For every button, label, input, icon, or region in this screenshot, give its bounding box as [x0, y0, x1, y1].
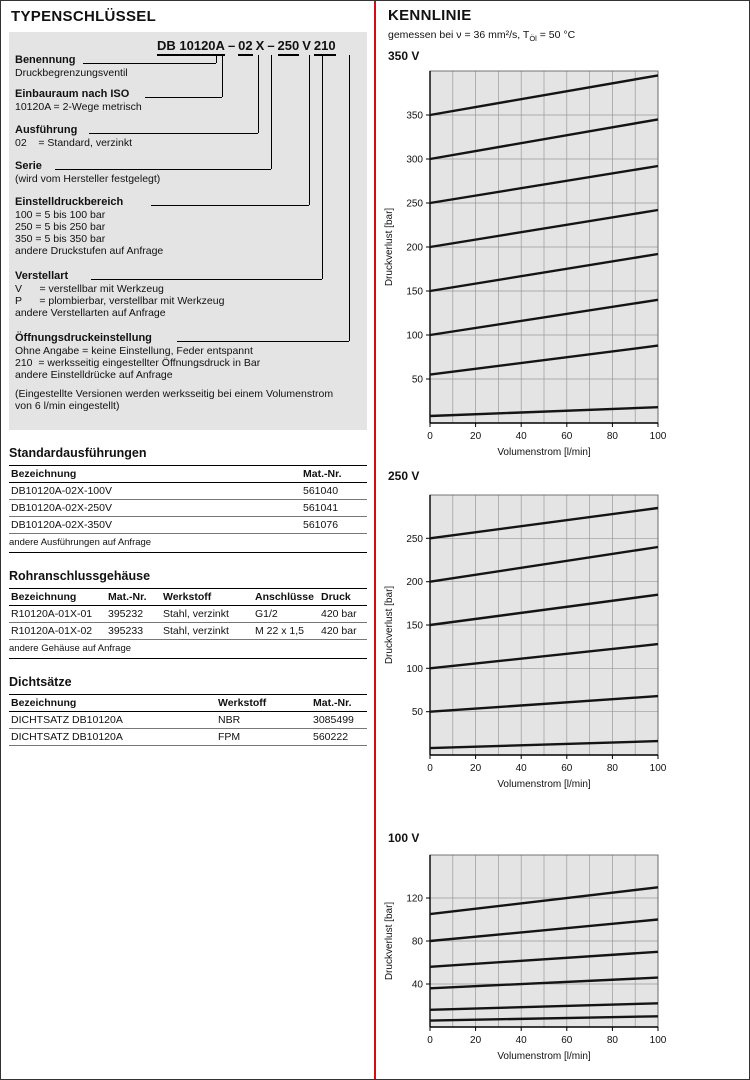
group-line: Ohne Angabe = keine Einstellung, Feder entspannt — [15, 345, 253, 357]
column-header: Mat.-Nr. — [106, 589, 161, 606]
x-tick-label: 80 — [606, 763, 618, 774]
table-cell: 561076 — [301, 517, 367, 534]
table-footnote: andere Ausführungen auf Anfrage — [9, 534, 367, 553]
table-cell: 395233 — [106, 623, 161, 640]
type-code-segment: – — [227, 38, 236, 53]
x-tick-label: 0 — [427, 763, 433, 774]
data-table — [9, 588, 367, 640]
right-column — [374, 1, 750, 1079]
type-code-segment: 210 — [314, 38, 336, 56]
section-heading: Rohranschlussgehäuse — [9, 569, 151, 583]
rohr-table — [9, 588, 367, 640]
table-cell: Stahl, verzinkt — [161, 606, 253, 623]
section-standardausfuehrungen — [9, 446, 367, 553]
table-cell: G1/2 — [253, 606, 319, 623]
y-tick-label: 150 — [406, 286, 423, 298]
type-code-group-einbauraum — [15, 88, 361, 113]
section-heading: Standardausführungen — [9, 446, 147, 460]
y-axis-label: Druckverlust [bar] — [384, 207, 395, 287]
group-title: Öffnungsdruckeinstellung — [15, 332, 152, 344]
table-row — [9, 500, 367, 517]
dicht-table — [9, 694, 367, 746]
data-table — [9, 465, 367, 534]
group-line: 02 = Standard, verzinkt — [15, 137, 133, 149]
type-code-group-benennung — [15, 54, 361, 79]
table-cell: R10120A-01X-02 — [9, 623, 106, 640]
type-code-group-serie — [15, 160, 361, 185]
y-tick-label: 50 — [411, 707, 423, 719]
chart-title-250v: 250 V — [388, 469, 420, 483]
group-line: 100 = 5 bis 100 bar — [15, 209, 106, 221]
table-cell: 395232 — [106, 606, 161, 623]
type-code-diagram — [9, 32, 367, 430]
table-cell: DB10120A-02X-350V — [9, 517, 301, 534]
table-cell: 561040 — [301, 483, 367, 500]
group-title: Einstelldruckbereich — [15, 196, 124, 208]
type-code-segment: – — [267, 38, 275, 53]
group-line: P = plombierbar, verstellbar mit Werkzeug — [15, 295, 225, 307]
type-code-segment: X — [255, 38, 265, 53]
type-code-segment: DB 10120A — [157, 38, 225, 56]
chart-250v — [380, 487, 672, 793]
x-tick-label: 20 — [470, 431, 482, 442]
x-axis-label: Volumenstrom [l/min] — [497, 779, 591, 790]
y-tick-label: 350 — [406, 110, 423, 122]
table-cell: DB10120A-02X-250V — [9, 500, 301, 517]
group-line: (wird vom Hersteller festgelegt) — [15, 173, 161, 185]
y-tick-label: 300 — [406, 154, 423, 166]
table-row — [9, 712, 367, 729]
table-cell: 3085499 — [311, 712, 367, 729]
table-cell: DICHTSATZ DB10120A — [9, 712, 216, 729]
y-axis-label: Druckverlust [bar] — [384, 585, 395, 665]
table-row — [9, 483, 367, 500]
column-header: Werkstoff — [216, 695, 311, 712]
section-heading: Dichtsätze — [9, 675, 72, 689]
x-axis-label: Volumenstrom [l/min] — [497, 447, 591, 458]
type-code-group-einstelldruck — [15, 196, 361, 257]
table-header-row — [9, 589, 367, 606]
group-title: Benennung — [15, 54, 76, 66]
table-row — [9, 729, 367, 746]
y-tick-label: 100 — [406, 663, 423, 675]
x-tick-label: 80 — [606, 1035, 618, 1046]
y-tick-label: 40 — [411, 979, 423, 991]
x-tick-label: 40 — [515, 431, 527, 442]
group-line: 210 = werksseitig eingestellter Öffnungsdruck in Bar — [15, 357, 261, 369]
group-title: Einbauraum nach ISO — [15, 88, 130, 100]
chart-svg — [380, 847, 672, 1065]
y-tick-label: 50 — [411, 374, 423, 386]
column-header: Bezeichnung — [9, 589, 106, 606]
measurement-conditions — [388, 29, 575, 43]
x-tick-label: 100 — [649, 431, 667, 442]
type-code-segment: 250 — [278, 38, 300, 56]
x-tick-label: 20 — [470, 763, 482, 774]
table-cell: 420 bar — [319, 623, 367, 640]
group-line: 250 = 5 bis 250 bar — [15, 221, 106, 233]
type-code-group-oeffnungsdruck — [15, 332, 361, 381]
table-footnote: andere Gehäuse auf Anfrage — [9, 640, 367, 659]
table-cell: M 22 x 1,5 — [253, 623, 319, 640]
table-header-row — [9, 695, 367, 712]
type-code-group-ausfuehrung — [15, 124, 361, 149]
y-tick-label: 200 — [406, 242, 423, 254]
table-cell: DB10120A-02X-100V — [9, 483, 301, 500]
y-tick-label: 120 — [406, 893, 423, 905]
group-line: andere Druckstufen auf Anfrage — [15, 245, 164, 257]
y-tick-label: 250 — [406, 533, 423, 545]
table-cell: NBR — [216, 712, 311, 729]
y-tick-label: 150 — [406, 620, 423, 632]
type-code-segment: V — [302, 38, 311, 53]
table-row — [9, 517, 367, 534]
table-cell: 560222 — [311, 729, 367, 746]
data-table — [9, 694, 367, 746]
x-tick-label: 0 — [427, 431, 433, 442]
table-cell: 561041 — [301, 500, 367, 517]
column-header: Druck — [319, 589, 367, 606]
y-axis-label: Druckverlust [bar] — [384, 901, 395, 981]
x-tick-label: 40 — [515, 1035, 527, 1046]
typenschluessel-heading: TYPENSCHLÜSSEL — [11, 8, 157, 25]
y-tick-label: 250 — [406, 198, 423, 210]
group-title: Serie — [15, 160, 42, 172]
section-rohranschlussgehaeuse — [9, 569, 367, 659]
section-dichtsaetze — [9, 675, 367, 746]
table-row — [9, 623, 367, 640]
group-line: 350 = 5 bis 350 bar — [15, 233, 106, 245]
column-header: Werkstoff — [161, 589, 253, 606]
y-tick-label: 200 — [406, 577, 423, 589]
conditions-subscript: Öl — [529, 34, 537, 44]
x-tick-label: 60 — [561, 431, 573, 442]
chart-100v — [380, 847, 672, 1065]
column-header: Bezeichnung — [9, 695, 216, 712]
x-tick-label: 20 — [470, 1035, 482, 1046]
type-code-note: (Eingestellte Versionen werden werksseitig bei einem Volumenstrom von 6 l/min eingestellt) — [15, 388, 334, 412]
table-cell: 420 bar — [319, 606, 367, 623]
column-header: Mat.-Nr. — [301, 466, 367, 483]
table-cell: DICHTSATZ DB10120A — [9, 729, 216, 746]
x-tick-label: 60 — [561, 763, 573, 774]
chart-svg — [380, 63, 672, 461]
group-line: andere Einstelldrücke auf Anfrage — [15, 369, 173, 381]
chart-title-350v: 350 V — [388, 49, 420, 63]
chart-svg — [380, 487, 672, 793]
group-line: andere Verstellarten auf Anfrage — [15, 307, 166, 319]
table-cell: R10120A-01X-01 — [9, 606, 106, 623]
group-title: Verstellart — [15, 270, 69, 282]
group-line: Druckbegrenzungsventil — [15, 67, 128, 79]
table-cell: FPM — [216, 729, 311, 746]
conditions-text: = 50 °C — [536, 29, 576, 41]
table-row — [9, 606, 367, 623]
standard-table — [9, 465, 367, 534]
column-header: Anschlüsse — [253, 589, 319, 606]
y-tick-label: 80 — [411, 936, 423, 948]
table-header-row — [9, 466, 367, 483]
column-header: Mat.-Nr. — [311, 695, 367, 712]
group-title: Ausführung — [15, 124, 78, 136]
column-header: Bezeichnung — [9, 466, 301, 483]
x-tick-label: 60 — [561, 1035, 573, 1046]
chart-350v — [380, 63, 672, 461]
y-tick-label: 100 — [406, 330, 423, 342]
conditions-text: gemessen bei ν = 36 mm²/s, T — [388, 29, 530, 41]
group-line: V = verstellbar mit Werkzeug — [15, 283, 164, 295]
type-code-segment: 02 — [238, 38, 252, 56]
x-tick-label: 80 — [606, 431, 618, 442]
x-tick-label: 0 — [427, 1035, 433, 1046]
type-code-group-verstellart — [15, 270, 361, 319]
x-tick-label: 100 — [649, 1035, 667, 1046]
group-line: 10120A = 2-Wege metrisch — [15, 101, 142, 113]
x-tick-label: 40 — [515, 763, 527, 774]
left-column — [1, 1, 373, 1079]
x-tick-label: 100 — [649, 763, 667, 774]
x-axis-label: Volumenstrom [l/min] — [497, 1051, 591, 1062]
kennlinie-heading: KENNLINIE — [388, 7, 472, 24]
table-cell: Stahl, verzinkt — [161, 623, 253, 640]
chart-title-100v: 100 V — [388, 831, 420, 845]
